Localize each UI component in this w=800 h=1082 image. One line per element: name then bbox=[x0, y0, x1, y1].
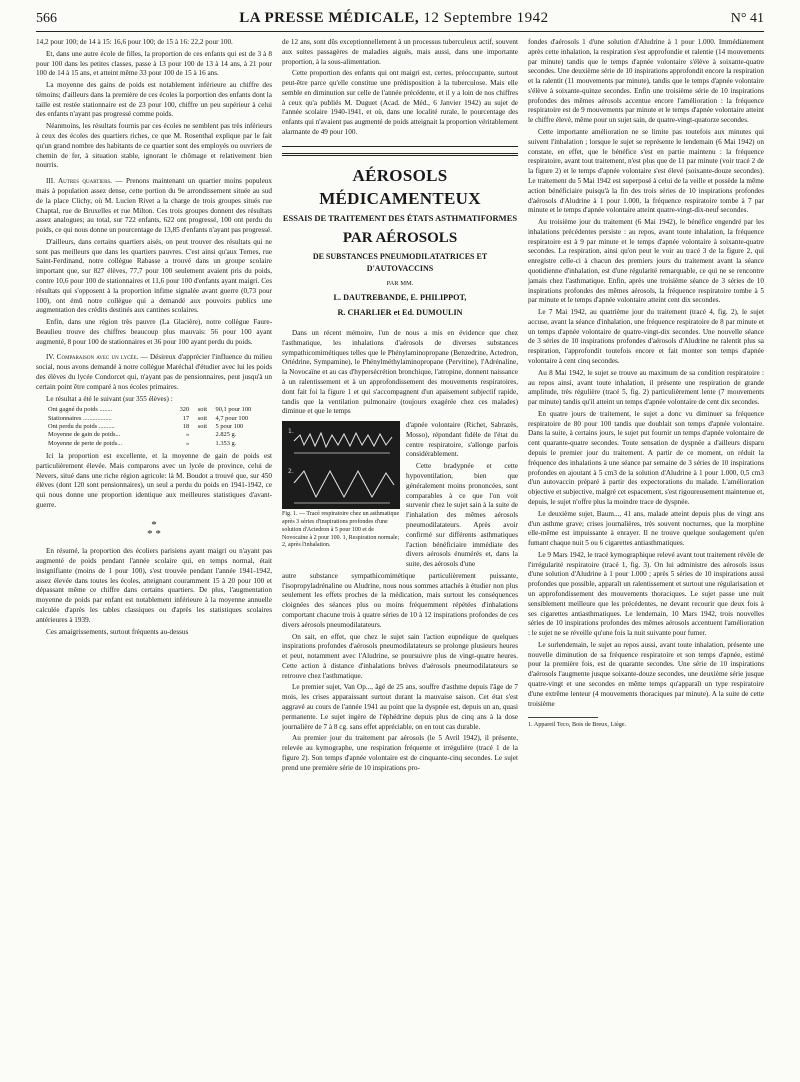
column-2 bbox=[282, 38, 518, 1068]
results-table bbox=[48, 406, 272, 448]
byline-prefix: PAR MM. bbox=[386, 279, 414, 287]
issue-date: 12 Septembre 1942 bbox=[423, 10, 549, 26]
paragraph: Cette bradypnée et cette hypoventilation, bien que généralement moins prononcées, sont comparables à ce que l'on voit survenir chez le sujet sain à la suite de l'inhalation des mêmes aérosols pneumodilatateurs. Après avoir confirmé sur différents asthmatiques l'action bénéficiaire immédiate des divers aérosols énumérés et, dans la suite, des aérosols d'une bbox=[406, 462, 518, 569]
journal-title bbox=[239, 10, 548, 27]
journal-name: LA PRESSE MÉDICALE, bbox=[239, 10, 420, 26]
paragraph: Dans un récent mémoire, l'un de nous a mis en évidence que chez l'asthmatique, les inhalations d'aérosols de diverses substances sympathicomimétiques telles que le Phénylaminopropane (Benzedrine, Actedron, Ortédrine, Sympamine), le Phénylméthylaminopropane (Pervitine), l'Adrénaline, la Novocaïne et au cas d'hypersécrétion bronchique, l'atropine, donnent naissance à un ralentissement et à un approfondissement des mouvements respiratoires, dont fait foi la figure 1 et qui s'accompagnent d'un apaisement subjectif rapide, tandis que la ventilation pulmonaire (toujours exagérée chez ces malades) diminue et que le temps bbox=[282, 329, 518, 416]
paragraph: Cette importante amélioration ne se limite pas toutefois aux minutes qui suivent l'inhalation ; lorsque le sujet se représente le lendemain (6 Mai 1942) on constate, en effet, que le bénéfice s'est en partie maintenu : la fréquence respiratoire, avant tout traitement, n'est plus que de 11 par minute (voir tracé 2 de la figure 2) et le temps d'apnée volontaire s'est élevé (soixante-douze secondes). Le traitement du 5 Mai 1942 est superposé à celui de la veille et possède la même action bénéficiaire puisqu'à la fin des trois séries de 10 inspirations profondes d'aérosols d'Aludrine à 1 pour 1.000, la fréquence respiratoire tombe à 7 par minute et le temps d'apnée volontaire atteint quatre-vingt-dix-neuf secondes. bbox=[528, 128, 764, 215]
table-row: Stationnaires .................. 17 soit 4,7 pour 100 bbox=[48, 414, 249, 422]
paragraph: autre substance sympathicomimétique particulièrement puissante, l'isopropyladrénaline ou Aludrine, nous nous sommes attachés à étudier non plus seulement les effets proches de la médication, mais surtout les conséquences cloignées des séances plus ou moins fréquemment répétées d'inhalations comportant chacune trois à quatre séries de 10 à 12 inspirations profondes de ces divers aérosols pneumodilatateurs. bbox=[282, 571, 518, 629]
column-3 bbox=[528, 38, 764, 1068]
article-title: AÉROSOLS MÉDICAMENTEUX bbox=[319, 165, 481, 208]
section-text: — Désireux d'apprécier l'influence du milieu social, nous avons demandé à notre collègue Maréchal d'étudier avec lui les poids des élèves du lycée Condorcet qui, n'ayant pas de pensionnaires, peut jusqu'à un certain point être comparé à nos écoles primaires. bbox=[36, 353, 272, 391]
section-heading-4: IV. Comparaison avec un lycée. bbox=[46, 353, 139, 362]
paragraph: Le premier sujet, Van Op..., âgé de 25 ans, souffre d'asthme depuis l'âge de 7 mois, les crises apparaissant surtout durant la mauvaise saison. Cet état s'est aggravé au cours de l'année 1941 au point que la dyspnée est, depuis un an, quasi permanente. Le sujet ingère de l'éphédrine depuis plus de cinq ans à la dose journalière de 7 à 8 cg. sans effet appréciable, on en tout cas durable. bbox=[282, 683, 518, 731]
section-text: — Prenons maintenant un quartier moins populeux mais à population assez dense, cette portion du 9e arrondissement située au sud de la place Clichy, où M. Lucien Rivet a la charge de trois groupes situés rue Chaptal, rue de Bruxelles et rue Milton. Ces trois groupes donnent des résultats assez analogues; au total, sur 722 enfants, 622 ont progressé, 100 ont perdu du poids, ce qui nous donne un pourcentage de 13,85 d'enfants n'ayant pas progressé. bbox=[36, 177, 272, 235]
paragraph: Ces amaigrissements, surtout fréquents au-dessus bbox=[46, 627, 189, 636]
authors: L. DAUTREBANDE, E. PHILIPPOT, bbox=[333, 292, 467, 302]
divider bbox=[282, 146, 518, 147]
paragraph: D'ailleurs, dans certains quartiers aisés, on peut trouver des résultats qui ne sont pas meilleurs que dans les quartiers pauvres. C'est ainsi qu'aux Ternes, rue Saint-Ferdinand, notre collègue Rabasse a trouvé dans un groupe scolaire important que, sur 827 élèves, 77,7 pour 100 seulement avaient pris du poids, contre 10,6 pour 100 de stationnaires et 11,6 pour 100 d'enfants ayant maigri. Ces résultats qui s'opposent à la proportion infime signalée avant guerre (0,73 pour 100), ont émû notre collègue qui a demandé aux pouvoirs publics une augmentation des crédits destinés aux cantines scolaires. bbox=[36, 237, 272, 315]
table-row: Ont perdu du poids .......... 18 soit 5 pour 100 bbox=[48, 423, 244, 430]
table-row: Ont gagné du poids ........ 320 soit 90,1 pour 100 bbox=[48, 406, 252, 414]
footnote-divider bbox=[528, 717, 598, 718]
running-header bbox=[36, 10, 764, 32]
respiratory-trace-image bbox=[282, 421, 400, 509]
figure-caption: Fig. 1. — Tracé respiratoire chez un asthmatique après 3 séries d'inspirations profondes d'une solution d'Actedron à 5 pour 100 et de Novocaïne à 2 pour 100. 1, Respiration normale; 2, après l'inhalation. bbox=[282, 511, 400, 549]
figure-wrap bbox=[282, 421, 518, 570]
paragraph: d'apnée volontaire (Richet, Sabrazès, Mosso), répondant fidèle de l'état du centre respiratoire, s'allonge parfois considérablement. bbox=[406, 421, 518, 459]
paragraph: Au troisième jour du traitement (6 Mai 1942), le bénéfice engendré par les inhalations précédentes persiste : au repos, avant toute inhalation, la fréquence respiratoire est à 9 par minute et le temps d'apnée volontaire à soixante-quatre secondes. La respiration, ainsi qu'on peut le voir au tracé 3 de la figure 2, qui enregistre celle-ci à chacun des premiers jours du traitement avant la séance quotidienne d'inhalation, est d'une régularité remarquable, ce qui ne se rencontre jamais chez l'asthmatique. Enfin, après une troisième séance de 3 séries de 10 inspirations profondes des mêmes aérosols, la fréquence respiratoire tombe à 5 par minute et le temps d'apnée volontaire atteint cent dix secondes. bbox=[528, 218, 764, 305]
divider bbox=[282, 153, 518, 156]
paragraph: Néanmoins, les résultats fournis par ces écoles ne semblent pas très inférieurs à ceux des écoles des quartiers riches, ce que M. Rosenthal explique par le fait qu'un grand nombre des habitants de ce quartier sont des employés ou ouvriers de chemin de fer, à situation stable, ignorant le chômage et relativement bien nourris. bbox=[36, 122, 272, 170]
table-row: Moyenne de gain de poids... » 2.825 g. bbox=[48, 431, 237, 439]
paragraph: Au 8 Mai 1942, le sujet se trouve au maximum de sa condition respiratoire : au repos ainsi, avant toute inhalation, il présente une respiration de grande amplitude, très régulière (tracé 5, fig. 2) particulièrement lente (7 mouvements par minute) tandis qu'il atteint un temps d'apnée volontaire de cent dix secondes. bbox=[528, 368, 764, 407]
paragraph: 14,2 pour 100; de 14 à 15: 16,6 pour 100; de 15 à 16: 22,2 pour 100. bbox=[36, 38, 233, 46]
paragraph: Le deuxième sujet, Baum..., 41 ans, malade atteint depuis plus de vingt ans d'un asthme grave; crises journalières, très souvent nocturnes, que la morphine elle-même est impuissante à enrayer. Il ne trouve quelque soulagement qu'en fumant chaque nuit 5 ou 6 cigarettes antiasthmatiques. bbox=[528, 509, 764, 548]
section-separator: * * * bbox=[147, 518, 161, 541]
paragraph: Enfin, dans une région très pauvre (La Glacière), notre collègue Faure-Beaulieu trouve des chiffres beaucoup plus mauvais: 56 pour 100 ayant augmenté, 8 pour 100 de stationnaires et 36 pour 100 ayant perdu du poids. bbox=[36, 318, 272, 346]
paragraph: Cette proportion des enfants qui ont maigri est, certes, préoccupante, surtout peut-être parce qu'elle constitue une prédisposition à la tuberculose. Mais elle semble en diminution sur celle de l'année précédente, et il y a loin de nos chiffres à ceux qu'a publiés M. Duguet (Acad. de Méd., 6 Janvier 1942) au sujet de l'année scolaire 1940-1941, et où, dans une localité rurale, le pourcentage des enfants qui n'avaient pas augmenté de poids atteignait la proportion véritablement alarmante de 49 pour 100. bbox=[282, 69, 518, 137]
columns bbox=[36, 38, 764, 1068]
article-title-block bbox=[282, 164, 518, 319]
article-subtitle: DE SUBSTANCES PNEUMODILATATRICES ET D'AUTOVACCINS bbox=[312, 252, 488, 273]
paragraph: On sait, en effet, que chez le sujet sain l'action eupnéique de quelques inspirations profondes d'aérosols pneumodilatateurs se prolonge plusieurs heures et peut, notamment avec l'Aludrine, se poursuivre plus de vingt-quatre heures. Cette action à distance d'inhalations brèves d'aérosols pneumodilatateurs se retrouve chez l'asthmatique. bbox=[282, 632, 518, 680]
table-row: Moyenne de perte de poids... » 1.353 g. bbox=[48, 439, 237, 447]
paragraph: La moyenne des gains de poids est notablement inférieure au chiffre des témoins; d'ailleurs dans la première de ces écoles la porportion des enfants dont la taille est restée stationnaire est de 23 pour 100, chiffre un peu supérieur à celui des enfants n'ayant pas progressé comme poids. bbox=[36, 81, 272, 119]
paragraph: En quatre jours de traitement, le sujet a donc vu diminuer sa fréquence respiratoire de 80 pour 100 tandis que doublait son temps d'apnée volontaire. Dans la suite, à certains jours, le sujet put fournir un temps d'apnée volontaire de cent quarante-quatre secondes. Toute sensation de dyspnée a d'ailleurs disparu depuis le premier jour du traitement. A partir de ce moment, on réduit la fréquence des inhalations à une séance par semaine de 3 séries de 10 inspirations profondes en ajoutant à 5 cm3 de la solution d'Aludrine à 1 pour 1.000, 0,5 cm3 d'un autovaccin préparé à partir des expectorations du malade. L'amélioration objective et subjective, malgré cet espacement, s'est rigoureusement maintenue et, depuis, le sujet n'offre plus la moindre trace de dyspnée. bbox=[528, 409, 764, 506]
paragraph: de 12 ans, sont dûs exceptionnellement à un processus tuberculeux actif, souvent aux suites passagères de maladies aiguës, mais aussi, dans une importante proportion, à la sous-alimentation. bbox=[282, 38, 518, 66]
section-paragraph bbox=[36, 177, 272, 236]
paragraph: fondes d'aérosols 1 d'une solution d'Aludrine à 1 pour 1.000. Immédiatement après cette inhalation, la respiration s'est approfondie et ralentie (14 mouvements par minute) tandis que le temps d'apnée volontaire s'élève à soixante-quatre secondes. Une deuxième série de 10 inspirations approfondit encore la respiration et la ralentit (11 mouvements par minute), tandis que le temps d'apnée volontaire s'élève à soixante-quinze secondes. Enfin une troisième série de 10 inspirations profondes des mêmes aérosols accentue encore l'amélioration : la fréquence respiratoire est de 9 mouvements par minute et le temps d'apnée volontaire atteint le chiffre élevé, même pour un sujet sain, de quatre-vingt-quatorze secondes. bbox=[528, 38, 764, 125]
paragraph: Et, dans une autre école de filles, la proportion de ces enfants qui est de 3 à 8 pour 100 dans les petites classes, passe à 13 pour 100 de 13 à 14 ans, à 21 pour 100 de 14 à 15 ans, et atteint même 33 pour 100 de 15 à 16 ans. bbox=[36, 49, 272, 78]
paragraph: Le surlendemain, le sujet au repos aussi, avant toute inhalation, présente une nouvelle diminution de sa fréquence respiratoire et son temps d'apnée, estimé pour la première fois, est de quarante secondes. Une série de 10 inspirations d'aérosols l'augmente jusque soixante-douze secondes, une deuxième série jusque quatre-vingt et une secondes en même temps qu'apparaît un type respiratoire d'une extrême lenteur (4 mouvements thoraciques par minute). A la suite de cette troisième bbox=[528, 640, 764, 708]
paragraph: Le 9 Mars 1942, le tracé kymographique relevé avant tout traitement révèle de l'irrégularité respiratoire (tracé 1, fig. 3). On lui administre des aérosols issus d'une solution d'Aludrine à 1 pour 1.000 ; après 5 séries de 10 inspirations aussi profondes que possible, apparaît un ralentissement et surtout une régularisation et un approfondissement des mouvements thoraciques. Le sujet passe une nuit sensiblement meilleure que les précédentes, ne devant recourir que deux fois à ses cigarettes antiasthmatiques. Le lendemain, 10 Mars 1942, trois nouvelles séries de 10 inspirations profondes des mêmes aérosols accentuent l'amélioration : le sujet ne se réveille qu'une fois la nuit suivante pour fumer. bbox=[528, 550, 764, 638]
article-subtitle: ESSAIS DE TRAITEMENT DES ÉTATS ASTHMATIFORMES bbox=[282, 213, 518, 224]
article-subtitle: PAR AÉROSOLS bbox=[342, 229, 458, 246]
paragraph: Le 7 Mai 1942, au quatrième jour du traitement (tracé 4, fig. 2), le sujet accuse, avant la séance d'inhalation, une fréquence respiratoire de 8 par minute et un temps d'apnée volontaire de quatre-vingt-dix secondes. Une nouvelle séance de 3 séries de 10 inspirations profondes d'aérosols d'Aludrine ne ralentit plus sa respiration, l'approfondit toutefois encore et fait monter son temps d'apnée volontaire à cent cinq secondes. bbox=[528, 308, 764, 365]
page-number: 566 bbox=[36, 11, 57, 26]
issue-number: N° 41 bbox=[730, 11, 764, 26]
figure-side-text bbox=[406, 421, 518, 570]
trace-label-2: 2. bbox=[288, 468, 294, 476]
section-heading-3: III. Autres quartiers. bbox=[46, 177, 112, 186]
figure-1 bbox=[282, 421, 400, 570]
trace-label-1: 1. bbox=[288, 428, 294, 436]
paragraph: Ici la proportion est excellente, et la moyenne de gain de poids est particulièrement élevée. Mais comparons avec un lycée de province, celui de Nevers, situé dans une riche région agricole: là M. Boudot a trouvé que, sur 450 élèves (dont 120 sont pensionnaires), un seul a perdu du poids en 1941-1942, ce qui nous donne une proportion identique aux meilleures statistiques d'avant-guerre. bbox=[36, 451, 272, 509]
paragraph: En résumé, la proportion des écoliers parisiens ayant maigri ou n'ayant pas augmenté de poids pendant l'année scolaire qui, en temps normal, était insignifiante (moins de 1 pour 100), s'est trouvée pendant l'année 1941-1942, assez élevée dans toutes les écoles, atteignant couramment 15 à 20 pour 100 et dépassant même ce chiffre dans certains quartiers. De plus, l'augmentation moyenne de poids par enfant est notablement inférieure à la moyenne annuelle calculée d'après les tables classiques ou d'après les statistiques scolaires antérieures à 1939. bbox=[36, 547, 272, 624]
section-paragraph bbox=[36, 353, 272, 392]
authors: R. CHARLIER et Ed. DUMOULIN bbox=[337, 307, 463, 317]
paragraph: Au premier jour du traitement par aérosols (le 5 Avril 1942), il présente, relevée au kymographe, une respiration fréquente et irrégulière (tracé 1 de la figure 2). Son temps d'apnée volontaire est de cinquante-cinq secondes. Le sujet prend une première série de 10 inspirations pro- bbox=[282, 734, 518, 772]
footnote: 1. Appareil Teco, Bois de Breux, Liège. bbox=[528, 721, 627, 729]
paragraph: Le résultat a été le suivant (sur 355 élèves) : bbox=[46, 394, 173, 403]
column-1 bbox=[36, 38, 272, 1068]
